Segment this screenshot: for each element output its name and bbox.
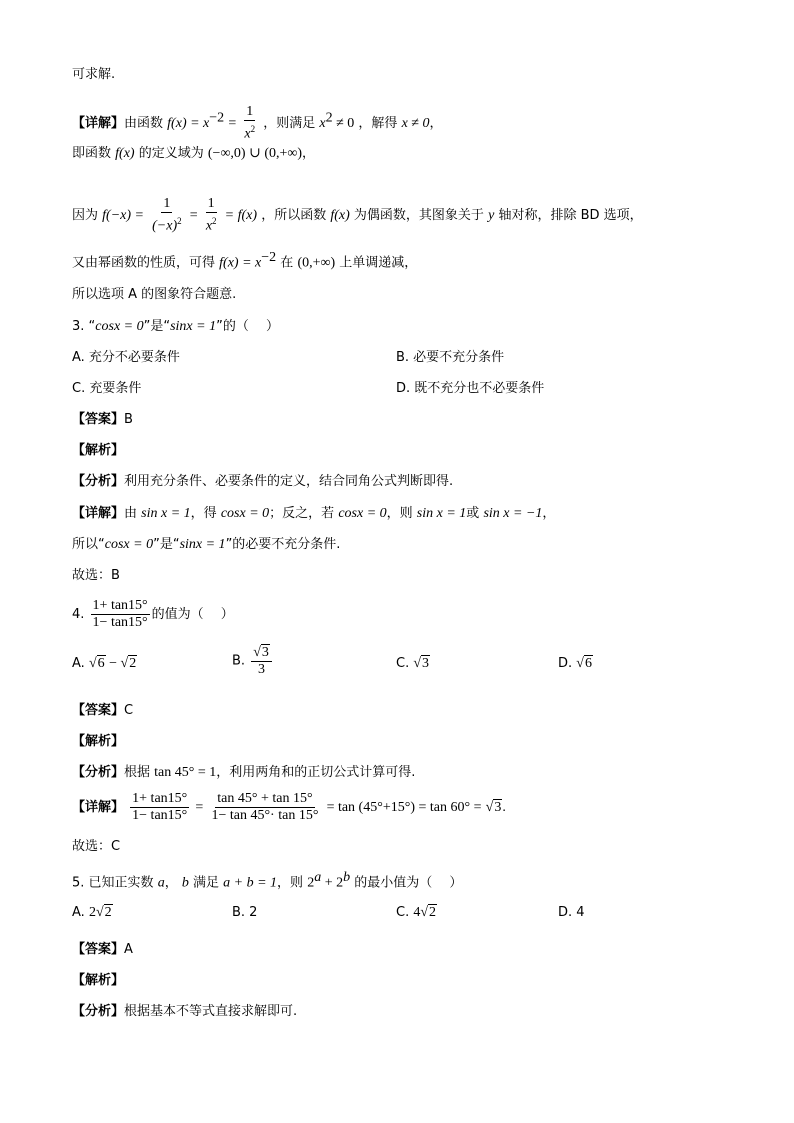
option-b [232,645,274,678]
math-expr: = f(x) [224,207,258,223]
radicand: 2 [129,656,137,671]
sqrt-expr: √3 [413,656,430,671]
option-b [396,349,504,367]
text: ，则 [277,875,304,891]
text: ”是“ [143,319,171,334]
tag-label: 【分析】 [72,1004,125,1019]
text: 的定义域为 [138,146,204,161]
text: 根据 [124,765,151,780]
text: ， [302,146,316,161]
math-expr: (0,+∞) [297,255,336,271]
text: 即函数 [72,146,112,161]
math-expr: a + b = 1 [223,875,278,891]
text: A. [72,656,85,671]
text: 为偶函数，其图象关于 [353,207,484,223]
detail-line [72,505,555,523]
radicand: 3 [261,645,269,660]
option-c [396,655,430,673]
denominator: $(-x)^2$ [152,216,182,234]
text: ，则满足 [263,115,316,131]
tag-label: 【答案】 [72,942,125,957]
text: ；反之，若 [269,506,335,521]
text: B. [232,653,246,669]
text: C. [396,656,410,671]
tag-label: 【分析】 [72,474,125,489]
denominator: 3 [258,662,266,677]
operator: − [105,656,121,671]
math-expr: tan 45° = 1 [154,765,217,780]
math-expr: f(−x) = [102,207,144,223]
text: 由 [124,506,138,521]
tag-label: 【解析】 [72,734,125,749]
text: ”的（ ） [216,319,279,334]
exponent: −2 [209,110,225,126]
option-d [396,380,544,398]
numerator: 1 [163,196,171,211]
text-line [72,249,417,272]
denominator: 1− tan15° [132,808,188,823]
math-expr: cosx = 0 [95,319,144,334]
text: B. 2 [232,905,258,920]
math-expr: cosx = 0 [338,506,387,521]
sqrt-expr: √3 [485,800,502,815]
text: D. [558,656,573,671]
text: D. 4 [558,905,585,920]
math-expr: y [488,207,495,223]
fraction [91,598,150,631]
math-expr: a [157,875,165,891]
question-4 [72,598,234,631]
math-expr: ≠ 0 [332,115,355,131]
analysis-line [72,1003,297,1021]
detail-line: 【详解】由函数 $f(x) = x^{-2}$ = $\frac{1}{x^2}$ ，则满足 $x^2 \ne 0$ ，解得 x ≠ 0， [72,104,443,142]
sqrt-expr: √6 [576,656,592,671]
math-expr: b [181,875,189,891]
text: 或 [466,506,480,521]
text: 故选：C [72,839,121,854]
math-expr: + 2 [321,875,344,891]
text: 所以“ [72,537,105,552]
numerator: 1+ tan15° [132,791,188,806]
math-expr: cosx = 0 [220,506,270,521]
tag-label: 【答案】 [72,412,125,427]
text: 3. “ [72,319,96,334]
choice-line [72,838,120,856]
analysis-header [72,442,124,460]
option-d [558,655,593,673]
text: 上单调递减， [339,255,418,271]
math-expr: cosx = 0 [104,537,154,552]
tag-label: 【解析】 [72,443,125,458]
question-3 [72,318,279,336]
answer: C [124,703,134,718]
math-expr: sinx = 1 [170,319,217,334]
math-expr: (−∞,0) ∪ (0,+∞) [207,146,303,161]
text: ，利用两角和的正切公式计算可得. [216,765,416,780]
fraction [251,645,272,678]
tag-label: 【详解】 [72,115,125,131]
answer-line [72,411,133,429]
paragraph-text: 可求解. [72,67,116,82]
tag-label: 【详解】 [72,506,125,521]
answer: A [124,942,133,957]
fraction [242,104,257,143]
exponent: −2 [261,250,277,265]
option-a [72,349,180,367]
option-c [72,380,141,398]
math-expr: f(x) = x [219,255,262,271]
text: ，得 [190,506,217,521]
var: x [244,126,251,142]
conclusion-line [72,536,340,554]
numerator: 1 [207,196,215,211]
tag-label: 【答案】 [72,703,125,718]
sqrt-expr: √2 [95,905,112,920]
option-a [72,904,113,922]
option-c [396,904,437,922]
var: (−x) [152,218,178,234]
text: 根据基本不等式直接求解即可. [124,1004,298,1019]
math-expr: f(x) [330,207,350,223]
coefficient: 2 [88,905,96,920]
detail-line: 【详解】 $\frac{1+ \tan 15^\circ}{1- \tan 15^\circ}$ = $\frac{\tan 45^\circ + \tan 15^\circ}{1- \tan 45^\circ\cdot \tan 15^\circ}$ = tan (45°+15°) = tan 60° = √3. [72,791,506,823]
math-expr: sin x = 1 [416,506,467,521]
answer-line [72,702,133,720]
math-expr: 2 [307,875,315,891]
radicand: 3 [494,800,502,815]
text: ， [429,115,443,131]
answer: B [124,412,133,427]
text: 故选：B [72,568,120,583]
choice-line [72,567,120,585]
text-line [72,145,315,163]
math-expr: f(x) = x [167,115,210,131]
tag-label: 【详解】 [72,800,125,815]
text: ，所以函数 [261,207,327,223]
text: 的最小值为（ ） [354,875,463,891]
sqrt-expr: √2 [420,905,437,920]
answer-line [72,941,133,959]
text: 利用充分条件、必要条件的定义，结合同角公式判断即得. [124,474,454,489]
text: 在 [280,255,294,271]
analysis-line [72,473,453,491]
fraction [209,791,320,824]
text: C. [396,905,410,920]
math-expr: x [319,115,326,131]
text: ， [164,875,178,891]
radicand: 2 [429,905,437,920]
denominator: $x^2$ [244,124,256,142]
math-expr: sinx = 1 [179,537,226,552]
text: C. 充要条件 [72,381,142,396]
math-expr: = tan (45°+15°) = tan 60° = [326,800,482,815]
numerator: 1+ tan15° [92,598,148,613]
text: ， [542,506,556,521]
text: D. 既不充分也不必要条件 [396,381,545,396]
coefficient: 4 [413,905,421,920]
math-expr: f(x) [115,146,135,161]
math-expr: sin x = 1 [141,506,191,521]
tag-label: 【分析】 [72,765,125,780]
math-expr: sin x = −1 [483,506,543,521]
text: ，则 [386,506,413,521]
text: ，解得 [358,115,398,131]
numerator: tan 45° + tan 15° [217,791,313,806]
analysis-header [72,733,124,751]
radicand: 2 [104,905,112,920]
sqrt-expr: √6 [88,656,105,671]
question-5 [72,869,462,892]
tag-label: 【解析】 [72,973,125,988]
text-line [72,286,236,304]
denominator: $x^2$ [205,216,217,234]
text: 因为 [72,207,99,223]
fraction [130,791,189,824]
option-b [232,904,257,922]
text: 又由幂函数的性质，可得 [72,255,216,271]
text: ”是“ [153,537,180,552]
text: 由函数 [124,115,164,131]
analysis-line [72,764,415,782]
option-a [72,655,137,673]
exponent: a [314,870,322,885]
text: 满足 [192,875,219,891]
option-d [558,904,585,922]
equals: = [228,115,237,131]
denominator: 1− tan15° [92,615,148,630]
text: 所以选项 A 的图象符合题意. [72,287,237,302]
question-number: 4. [72,607,85,622]
text: 轴对称，排除 BD 选项， [498,207,643,223]
text: A. [72,905,85,920]
text: 的值为（ ） [151,607,234,622]
fraction [150,196,184,235]
radicand: 6 [97,656,105,671]
text: A. 充分不必要条件 [72,350,180,365]
text: B. 必要不充分条件 [396,350,505,365]
numerator: √3 [251,645,272,662]
analysis-header [72,972,124,990]
text-line: 因为 f(−x) = $\frac{1}{(-x)^2}$ = $\frac{1}{x^2}$ = f(x) ，所以函数 f(x) 为偶函数，其图象关于 y 轴对称，排除 BD 选项， [72,196,643,234]
fraction [204,196,219,235]
radicand: 6 [584,656,592,671]
numerator: 1 [246,104,254,119]
radicand: 3 [422,656,430,671]
exponent: b [343,870,351,885]
text: 5. 已知正实数 [72,875,154,891]
math-expr: x ≠ 0 [401,115,430,131]
text: ”的必要不充分条件. [225,537,341,552]
sqrt-expr: √2 [120,656,137,671]
var: x [205,218,213,234]
text-line [72,66,115,84]
denominator: 1− tan 45°· tan 15° [211,808,319,823]
